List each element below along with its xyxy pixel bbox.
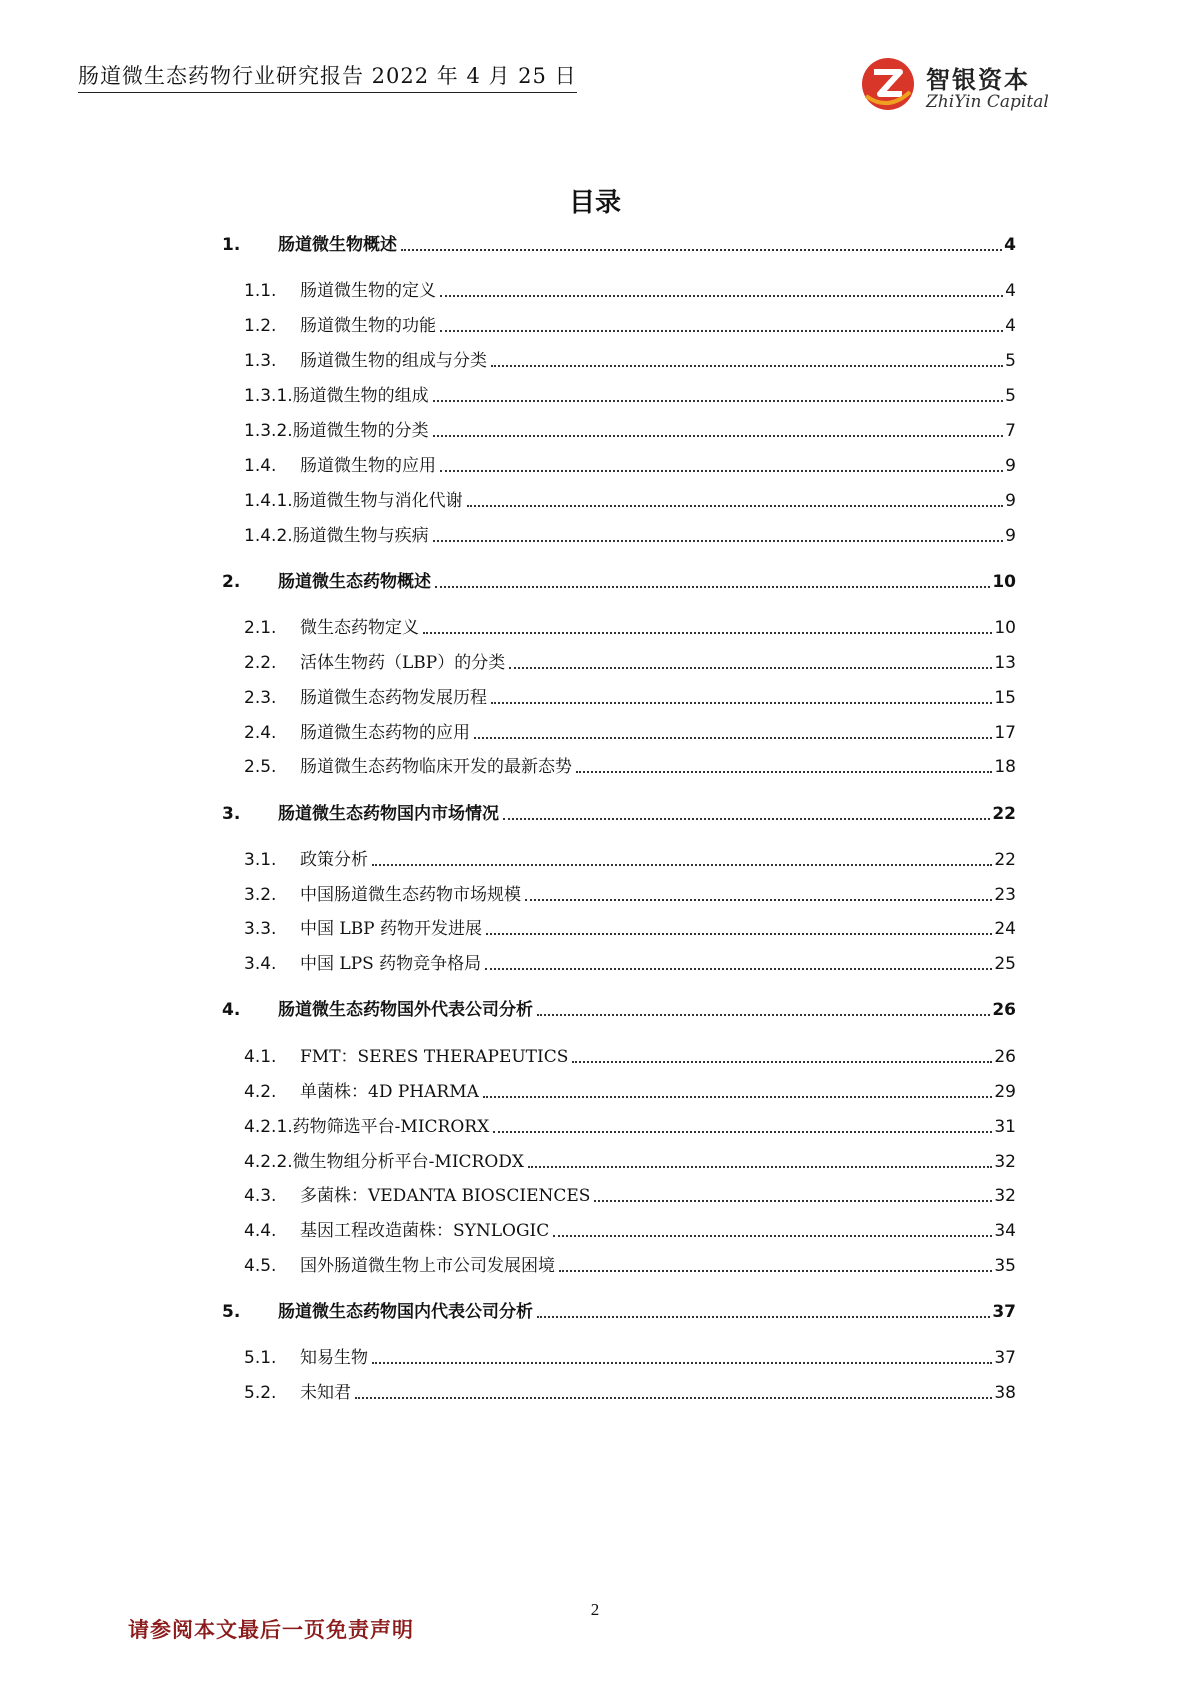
toc-entry[interactable] — [244, 914, 1016, 940]
toc-entry-title: 肠道微生物的功能 — [300, 316, 436, 336]
toc-entry-page: 24 — [994, 919, 1016, 939]
toc-entry-number: 4.5. — [244, 1256, 277, 1276]
toc-entry[interactable] — [222, 567, 1016, 593]
toc-entry-title: 肠道微生物与消化代谢 — [292, 491, 463, 511]
toc-entry-page: 37 — [992, 1302, 1016, 1322]
toc-entry-number: 1.4. — [244, 456, 277, 476]
toc-dot-leader — [474, 737, 992, 739]
toc-entry[interactable] — [244, 683, 1016, 709]
toc-entry-title: 基因工程改造菌株：SYNLOGIC — [300, 1221, 550, 1241]
toc-entry[interactable] — [244, 1343, 1016, 1369]
toc-entry-number: 2.3. — [244, 688, 277, 708]
toc-entry-title: 药物筛选平台-MICRORX — [292, 1117, 490, 1137]
toc-entry-title: 肠道微生物概述 — [278, 235, 397, 255]
toc-dot-leader — [483, 1096, 992, 1098]
page-number: 2 — [590, 1600, 600, 1619]
toc-entry-number: 2.2. — [244, 653, 277, 673]
toc-dot-leader — [493, 1131, 992, 1133]
toc-entry[interactable] — [244, 845, 1016, 871]
logo-chinese-name: 智银资本 — [926, 66, 1030, 94]
toc-entry-page: 17 — [994, 723, 1016, 743]
toc-entry-title: 知易生物 — [300, 1348, 368, 1368]
toc-entry-page: 25 — [994, 954, 1016, 974]
toc-entry-number: 1.3.1. — [244, 386, 293, 406]
toc-entry-page: 4 — [1005, 316, 1016, 336]
toc-entry[interactable] — [244, 311, 1016, 337]
toc-dot-leader — [435, 586, 990, 588]
toc-entry[interactable] — [222, 995, 1016, 1021]
toc-entry[interactable] — [244, 416, 1016, 442]
toc-entry[interactable] — [244, 1181, 1016, 1207]
toc-dot-leader — [423, 632, 992, 634]
toc-entry-title: 国外肠道微生物上市公司发展困境 — [300, 1256, 555, 1276]
toc-entry[interactable] — [244, 1216, 1016, 1242]
toc-entry-title: 肠道微生物与疾病 — [292, 526, 429, 546]
toc-entry[interactable] — [244, 718, 1016, 744]
toc-dot-leader — [528, 1166, 992, 1168]
toc-entry-page: 4 — [1004, 235, 1016, 255]
toc-dot-leader — [572, 1061, 992, 1063]
toc-entry[interactable] — [244, 1147, 1016, 1173]
toc-entry-title: 肠道微生物的定义 — [300, 281, 436, 301]
toc-entry-number: 1. — [222, 235, 241, 255]
toc-entry[interactable] — [244, 752, 1016, 778]
toc-entry-page: 26 — [994, 1047, 1016, 1067]
toc-entry-title: 多菌株：VEDANTA BIOSCIENCES — [300, 1186, 591, 1206]
toc-entry[interactable] — [244, 346, 1016, 372]
toc-entry-page: 38 — [994, 1383, 1016, 1403]
toc-entry[interactable] — [244, 451, 1016, 477]
toc-entry-page: 7 — [1005, 421, 1016, 441]
toc-dot-leader — [509, 667, 992, 669]
report-header-title: 肠道微生态药物行业研究报告 2022 年 4 月 25 日 — [78, 60, 577, 93]
toc-entry[interactable] — [244, 949, 1016, 975]
toc-entry-page: 9 — [1005, 456, 1016, 476]
toc-entry-page: 9 — [1005, 491, 1016, 511]
toc-dot-leader — [440, 295, 1003, 297]
toc-entry-page: 35 — [994, 1256, 1016, 1276]
toc-entry-number: 3. — [222, 804, 241, 824]
toc-entry-number: 5.2. — [244, 1383, 277, 1403]
toc-entry-title: 活体生物药（LBP）的分类 — [300, 653, 506, 673]
toc-entry-page: 22 — [992, 804, 1016, 824]
toc-dot-leader — [433, 435, 1004, 437]
toc-entry-page: 37 — [994, 1348, 1016, 1368]
toc-entry-title: 中国肠道微生态药物市场规模 — [300, 885, 521, 905]
toc-entry[interactable] — [244, 521, 1016, 547]
toc-entry-page: 18 — [994, 757, 1016, 777]
toc-entry[interactable] — [244, 1077, 1016, 1103]
toc-entry-number: 1.3. — [244, 351, 277, 371]
toc-entry-number: 1.1. — [244, 281, 277, 301]
toc-dot-leader — [503, 818, 990, 820]
toc-entry-title: 肠道微生物的组成与分类 — [300, 351, 487, 371]
toc-entry-title: 肠道微生物的应用 — [300, 456, 436, 476]
toc-entry-title: FMT：SERES THERAPEUTICS — [300, 1047, 569, 1067]
toc-entry-page: 29 — [994, 1082, 1016, 1102]
toc-entry-page: 13 — [994, 653, 1016, 673]
toc-entry[interactable] — [244, 1251, 1016, 1277]
toc-entry-title: 肠道微生物的组成 — [292, 386, 429, 406]
toc-entry-page: 10 — [992, 572, 1016, 592]
toc-entry-page: 9 — [1005, 526, 1016, 546]
toc-entry-number: 4. — [222, 1000, 241, 1020]
toc-entry-page: 23 — [994, 885, 1016, 905]
toc-entry-page: 32 — [994, 1186, 1016, 1206]
toc-dot-leader — [559, 1270, 992, 1272]
toc-entry-page: 32 — [994, 1152, 1016, 1172]
toc-entry-title: 肠道微生态药物国内代表公司分析 — [278, 1302, 533, 1322]
toc-entry-number: 4.2. — [244, 1082, 277, 1102]
toc-title: 目录 — [568, 188, 621, 218]
toc-dot-leader — [594, 1200, 992, 1202]
toc-dot-leader — [372, 864, 992, 866]
toc-dot-leader — [486, 933, 992, 935]
toc-dot-leader — [553, 1235, 992, 1237]
toc-dot-leader — [537, 1316, 990, 1318]
toc-entry-number: 4.2.2. — [244, 1152, 293, 1172]
toc-entry-page: 5 — [1005, 351, 1016, 371]
toc-entry-number: 2. — [222, 572, 241, 592]
toc-entry-number: 3.2. — [244, 885, 277, 905]
toc-entry-page: 26 — [992, 1000, 1016, 1020]
toc-entry-title: 肠道微生态药物概述 — [278, 572, 431, 592]
toc-entry[interactable] — [244, 1378, 1016, 1404]
toc-entry-page: 15 — [994, 688, 1016, 708]
toc-entry-title: 肠道微生物的分类 — [292, 421, 429, 441]
toc-entry-number: 1.4.2. — [244, 526, 293, 546]
logo-english-name: ZhiYin Capital — [926, 92, 1049, 112]
toc-entry-number: 3.4. — [244, 954, 277, 974]
toc-entry-number: 1.2. — [244, 316, 277, 336]
toc-entry-number: 1.4.1. — [244, 491, 293, 511]
toc-entry-title: 肠道微生态药物的应用 — [300, 723, 470, 743]
toc-dot-leader — [355, 1397, 992, 1399]
toc-entry-title: 中国 LBP 药物开发进展 — [300, 919, 483, 939]
toc-entry-title: 肠道微生态药物发展历程 — [300, 688, 487, 708]
toc-entry-title: 政策分析 — [300, 850, 368, 870]
toc-entry[interactable] — [244, 1112, 1016, 1138]
toc-entry-number: 4.4. — [244, 1221, 277, 1241]
toc-entry[interactable] — [244, 648, 1016, 674]
toc-dot-leader — [537, 1014, 990, 1016]
toc-entry[interactable] — [222, 799, 1016, 825]
toc-dot-leader — [576, 771, 992, 773]
toc-entry-title: 中国 LPS 药物竞争格局 — [300, 954, 482, 974]
toc-entry-title: 微生态药物定义 — [300, 618, 419, 638]
toc-entry-page: 22 — [994, 850, 1016, 870]
toc-entry[interactable] — [244, 1042, 1016, 1068]
toc-dot-leader — [401, 249, 1002, 251]
toc-entry-page: 5 — [1005, 386, 1016, 406]
toc-entry[interactable] — [244, 486, 1016, 512]
toc-dot-leader — [467, 505, 1004, 507]
toc-entry-number: 2.1. — [244, 618, 277, 638]
toc-entry-page: 4 — [1005, 281, 1016, 301]
toc-entry[interactable] — [222, 230, 1016, 256]
toc-dot-leader — [433, 400, 1004, 402]
toc-entry[interactable] — [244, 381, 1016, 407]
toc-entry-number: 1.3.2. — [244, 421, 293, 441]
toc-entry-page: 10 — [994, 618, 1016, 638]
toc-entry-page: 34 — [994, 1221, 1016, 1241]
toc-entry-title: 肠道微生态药物国内市场情况 — [278, 804, 499, 824]
disclaimer-note: 请参阅本文最后一页免责声明 — [128, 1617, 414, 1642]
toc-entry[interactable] — [244, 276, 1016, 302]
toc-entry-number: 4.2.1. — [244, 1117, 293, 1137]
toc-dot-leader — [491, 702, 992, 704]
toc-entry-page: 31 — [994, 1117, 1016, 1137]
toc-entry-title: 肠道微生态药物国外代表公司分析 — [278, 1000, 533, 1020]
toc-entry-number: 3.3. — [244, 919, 277, 939]
toc-entry-title: 未知君 — [300, 1383, 351, 1403]
toc-entry-title: 微生物组分析平台-MICRODX — [292, 1152, 525, 1172]
toc-dot-leader — [440, 470, 1003, 472]
toc-entry-number: 5.1. — [244, 1348, 277, 1368]
toc-entry-number: 5. — [222, 1302, 241, 1322]
toc-entry[interactable] — [244, 613, 1016, 639]
toc-dot-leader — [440, 330, 1003, 332]
toc-entry-number: 4.3. — [244, 1186, 277, 1206]
toc-entry-number: 4.1. — [244, 1047, 277, 1067]
toc-entry[interactable] — [222, 1297, 1016, 1323]
toc-entry-title: 单菌株：4D PHARMA — [300, 1082, 479, 1102]
toc-dot-leader — [433, 540, 1004, 542]
toc-entry[interactable] — [244, 880, 1016, 906]
toc-dot-leader — [372, 1362, 992, 1364]
toc-entry-number: 2.5. — [244, 757, 277, 777]
toc-entry-number: 3.1. — [244, 850, 277, 870]
toc-entry-number: 2.4. — [244, 723, 277, 743]
toc-dot-leader — [525, 899, 992, 901]
toc-dot-leader — [485, 968, 992, 970]
toc-dot-leader — [491, 365, 1003, 367]
toc-entry-title: 肠道微生态药物临床开发的最新态势 — [300, 757, 572, 777]
